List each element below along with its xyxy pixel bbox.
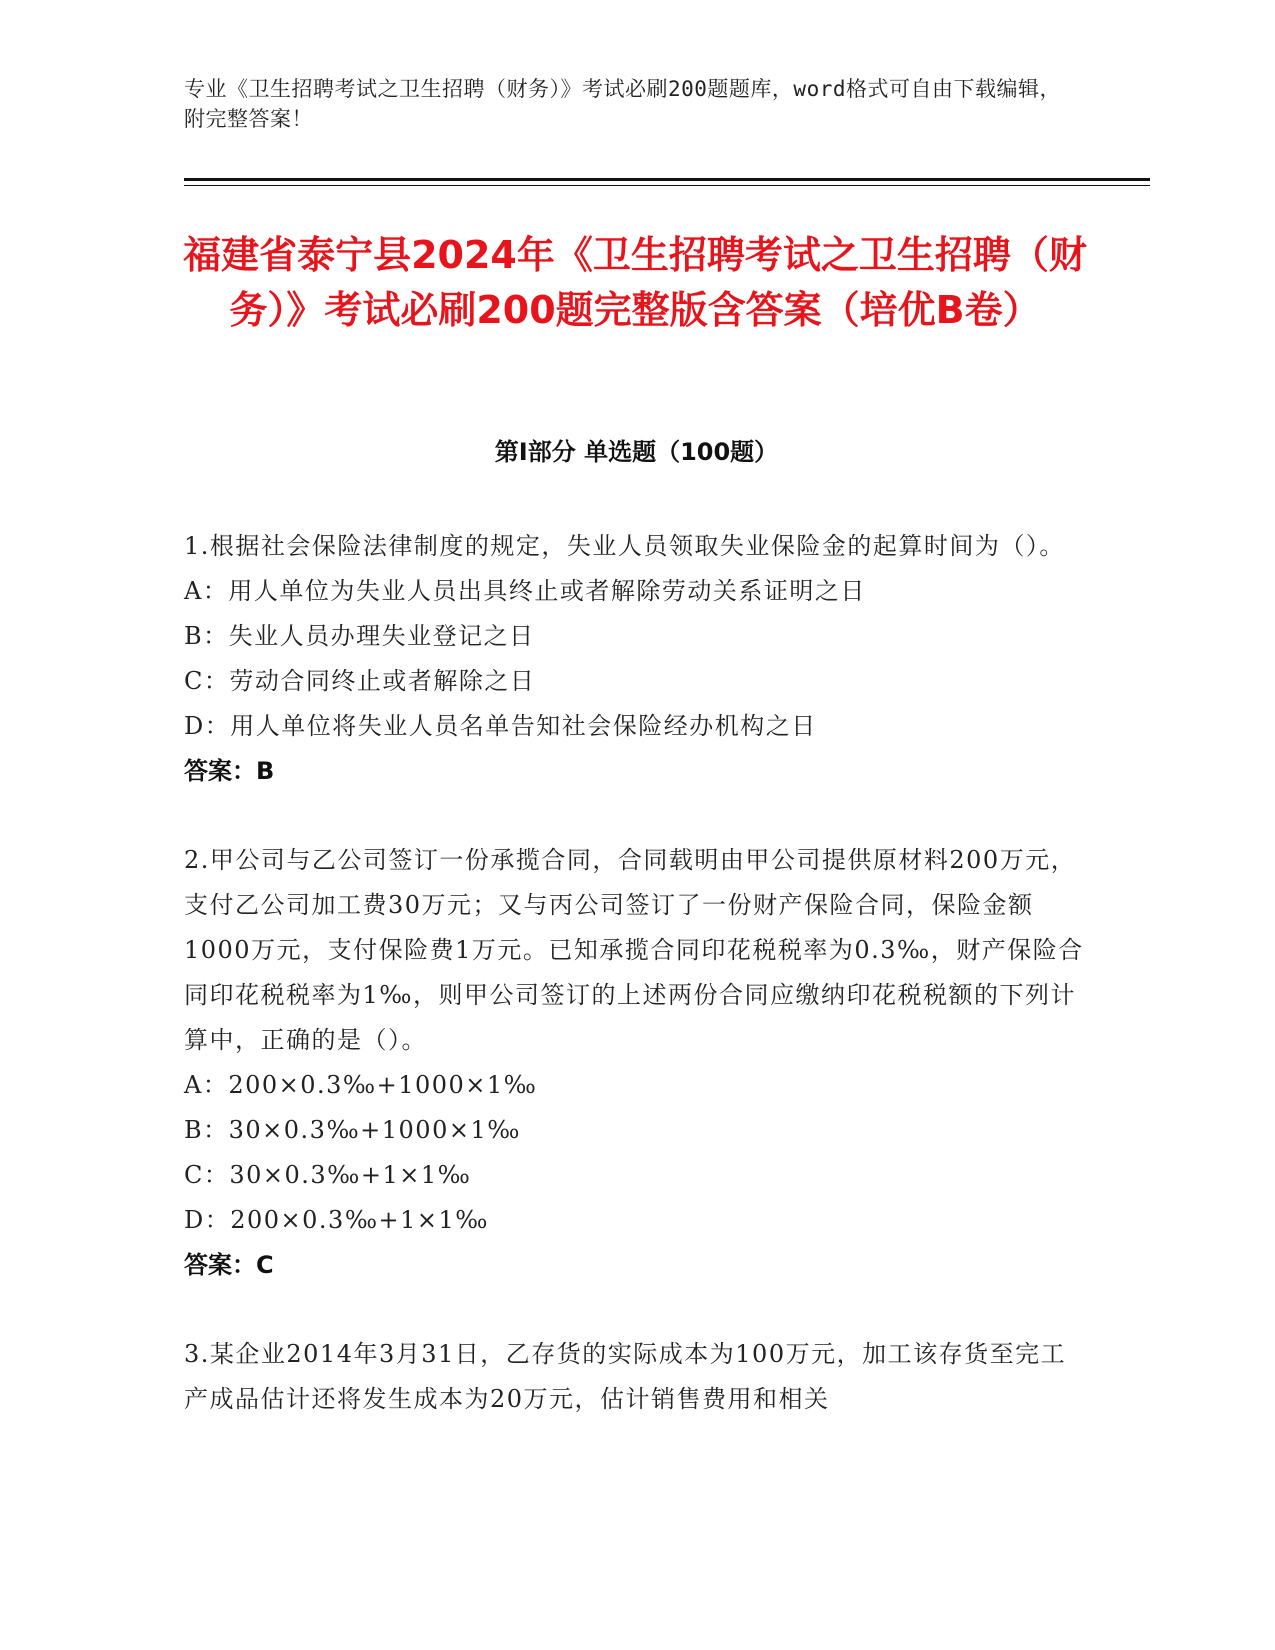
question-1 — [184, 524, 1084, 794]
option-a: A：用人单位为失业人员出具终止或者解除劳动关系证明之日 — [184, 577, 866, 605]
answer: 答案：C — [184, 1251, 274, 1279]
header-rule-thin — [184, 185, 1150, 186]
question-3 — [184, 1332, 1084, 1422]
option-d: D：200×0.3‰+1×1‰ — [184, 1206, 489, 1234]
option-b: B：30×0.3‰+1000×1‰ — [184, 1116, 521, 1144]
option-a: A：200×0.3‰+1000×1‰ — [184, 1071, 538, 1099]
option-d: D：用人单位将失业人员名单告知社会保险经办机构之日 — [184, 712, 817, 740]
option-c: C：劳动合同终止或者解除之日 — [184, 667, 536, 695]
question-list — [184, 524, 1084, 1466]
question-stem: 3.某企业2014年3月31日，乙存货的实际成本为100万元，加工该存货至完工产成品估计还将发生成本为20万元，估计销售费用和相关 — [184, 1340, 1067, 1413]
question-stem: 2.甲公司与乙公司签订一份承揽合同，合同载明由甲公司提供原材料200万元，支付乙公司加工费30万元；又与丙公司签订了一份财产保险合同，保险金额1000万元，支付保险费1万元。已知承揽合同印花税税率为0.3‰，财产保险合同印花税税率为1‰，则甲公司签订的上述两份合同应缴纳印花税税额的下列计算中，正确的是（）。 — [184, 846, 1084, 1054]
question-2 — [184, 838, 1084, 1288]
header-note: 专业《卫生招聘考试之卫生招聘（财务）》考试必刷200题题库，word格式可自由下载编辑，附完整答案！ — [184, 77, 1061, 131]
document-title: 福建省泰宁县2024年《卫生招聘考试之卫生招聘（财务）》考试必刷200题完整版含答案（培优B卷） — [183, 233, 1087, 332]
option-c: C：30×0.3‰+1×1‰ — [184, 1161, 472, 1189]
header-rule-thick — [184, 178, 1150, 181]
question-stem: 1.根据社会保险法律制度的规定，失业人员领取失业保险金的起算时间为（）。 — [184, 532, 1065, 560]
option-b: B：失业人员办理失业登记之日 — [184, 622, 535, 650]
section-heading: 第Ⅰ部分 单选题（100题） — [494, 438, 779, 466]
answer: 答案：B — [184, 757, 275, 785]
